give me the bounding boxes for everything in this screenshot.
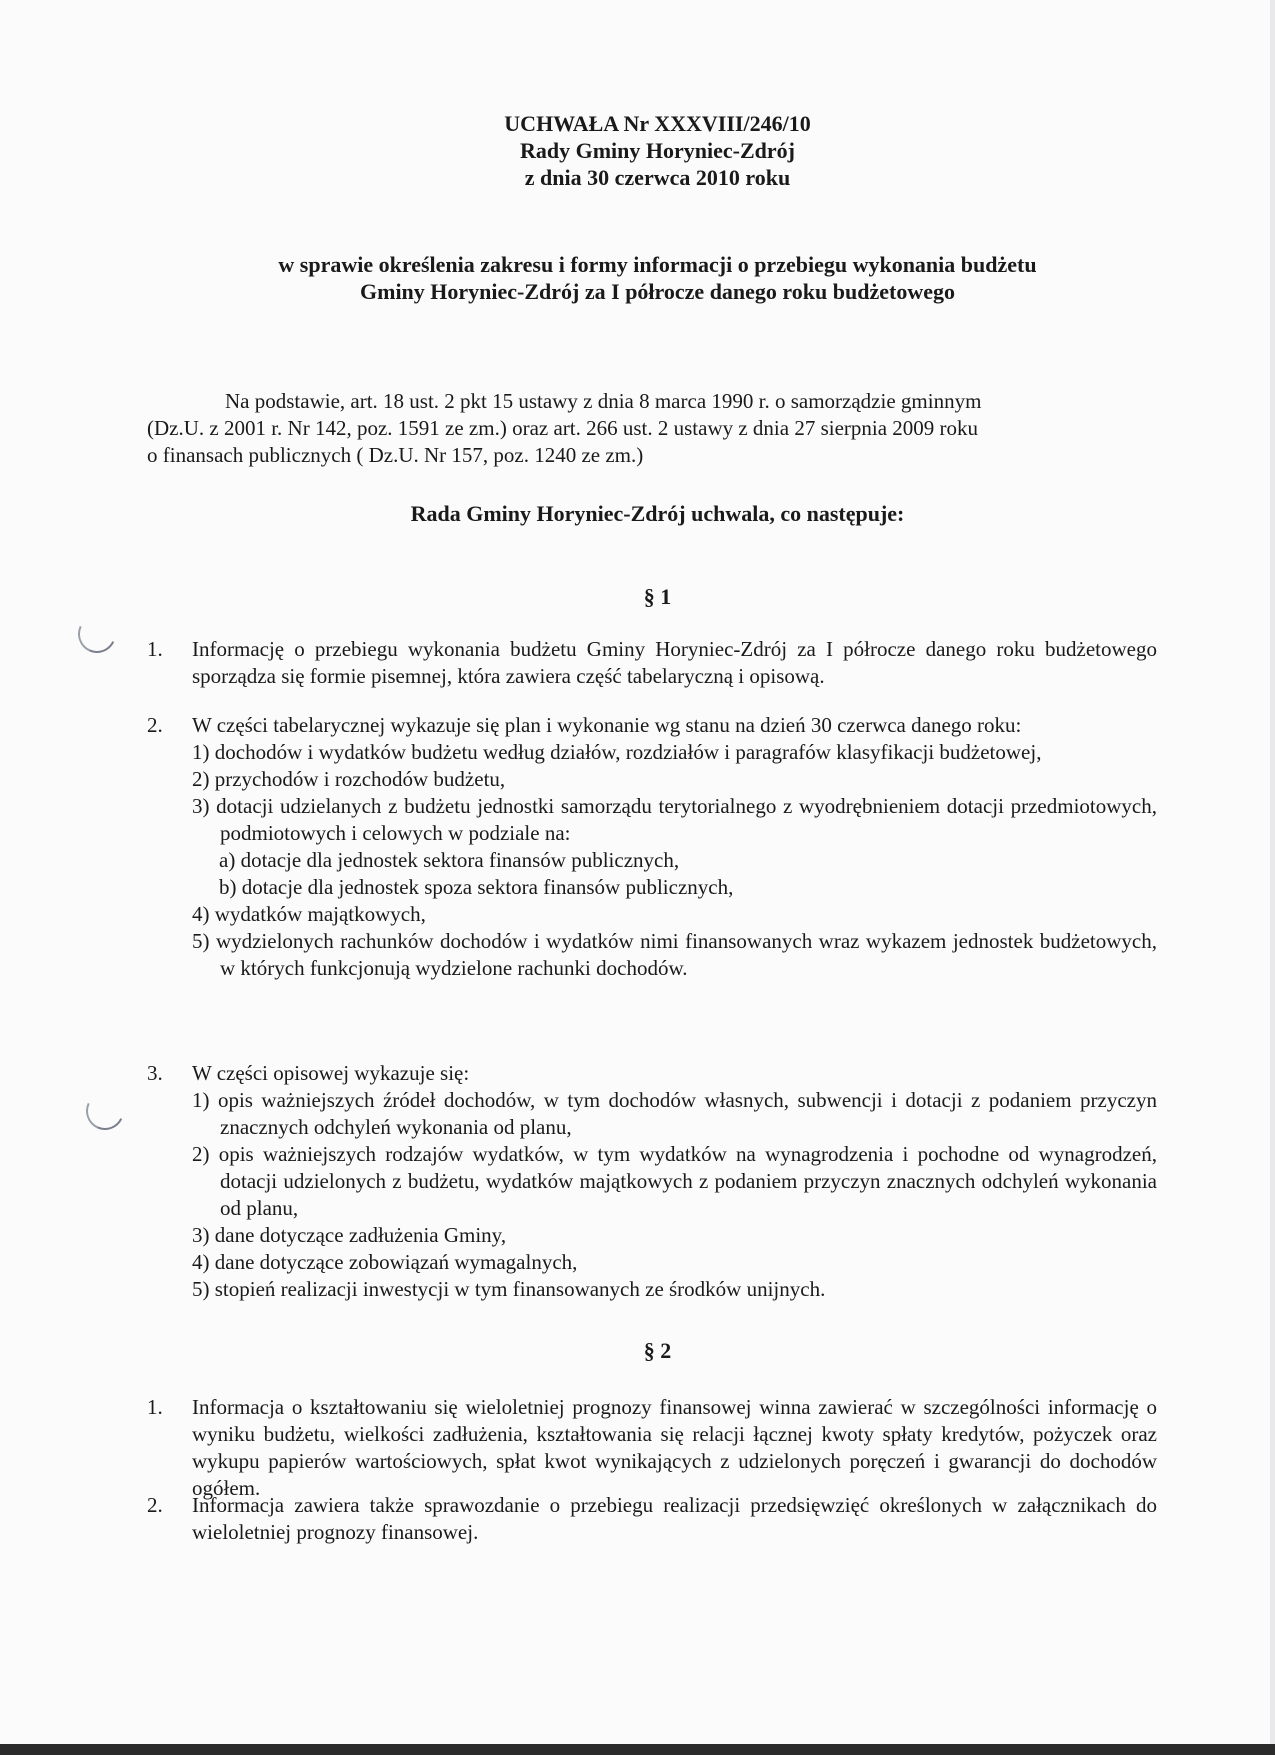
sub-item: 1) opis ważniejszych źródeł dochodów, w tym dochodów własnych, subwencji i dotacji z podaniem przyczyn znacznych odchyleń wykonania od planu,: [192, 1088, 1157, 1139]
section-1-item: [147, 1060, 1157, 1303]
item-number: 1.: [147, 1395, 163, 1419]
section-2-title: § 2: [643, 1338, 672, 1363]
council-name: Rady Gminy Horyniec-Zdrój: [520, 138, 795, 163]
section-1-item: [147, 712, 1157, 982]
legal-basis-line: o finansach publicznych ( Dz.U. Nr 157, poz. 1240 ze zm.): [147, 443, 644, 467]
section-1-title: § 1: [643, 584, 672, 609]
sub-item: 4) dane dotyczące zobowiązań wymagalnych,: [192, 1250, 578, 1274]
subject-line: Gminy Horyniec-Zdrój za I półrocze danego roku budżetowego: [360, 279, 955, 304]
sub-item: 5) wydzielonych rachunków dochodów i wydatków nimi finansowanych wraz wykazem jednostek budżetowych, w których funkcjonują wydzielone rachunki dochodów.: [192, 929, 1157, 980]
section-2-item: [147, 1492, 1157, 1546]
lettered-item: a) dotacje dla jednostek sektora finansów publicznych,: [219, 848, 680, 872]
section-2-item: [147, 1394, 1157, 1502]
item-number: 3.: [147, 1061, 163, 1085]
scan-edge: [0, 1744, 1275, 1755]
item-number: 1.: [147, 637, 163, 661]
legal-basis: [147, 388, 1157, 469]
resolution-header: [150, 110, 1165, 191]
legal-basis-line: (Dz.U. z 2001 r. Nr 142, poz. 1591 ze zm.) oraz art. 266 ust. 2 ustawy z dnia 27 sierpnia 2009 roku: [147, 416, 979, 440]
legal-basis-line: Na podstawie, art. 18 ust. 2 pkt 15 ustawy z dnia 8 marca 1990 r. o samorządzie gminnym: [225, 389, 982, 413]
item-text: W części tabelarycznej wykazuje się plan i wykonanie wg stanu na dzień 30 czerwca danego roku:: [192, 713, 1022, 737]
sub-item: 3) dotacji udzielanych z budżetu jednostki samorządu terytorialnego z wyodrębnieniem dotacji przedmiotowych, podmiotowych i celowych w podziale na:: [192, 794, 1157, 845]
scan-edge: [1270, 0, 1275, 1755]
item-number: 2.: [147, 713, 163, 737]
section-1-item: [147, 636, 1157, 690]
punch-hole-mark: [73, 610, 122, 659]
resolution-subject: [150, 251, 1165, 305]
punch-hole-mark: [81, 1087, 130, 1136]
resolution-number: UCHWAŁA Nr XXXVIII/246/10: [504, 111, 811, 136]
item-text: Informacja zawiera także sprawozdanie o przebiegu realizacji przedsięwzięć określonych w załącznikach do wieloletniej prognozy finansowej.: [192, 1493, 1157, 1544]
item-number: 2.: [147, 1493, 163, 1517]
sub-item: 1) dochodów i wydatków budżetu według działów, rozdziałów i paragrafów klasyfikacji budżetowej,: [192, 740, 1042, 764]
lettered-item: b) dotacje dla jednostek spoza sektora finansów publicznych,: [219, 875, 734, 899]
item-text: Informacja o kształtowaniu się wieloletniej prognozy finansowej winna zawierać w szczególności informację o wyniku budżetu, wielkości zadłużenia, kształtowania się relacji łącznej kwoty spłaty kredytów, pożyczek oraz wykupu papierów wartościowych, spłat kwot wynikających z udzielonych poręczeń i gwarancji do dochodów ogółem.: [192, 1395, 1157, 1500]
subject-line: w sprawie określenia zakresu i formy informacji o przebiegu wykonania budżetu: [278, 252, 1037, 277]
sub-item: 3) dane dotyczące zadłużenia Gminy,: [192, 1223, 507, 1247]
resolution-date: z dnia 30 czerwca 2010 roku: [524, 165, 791, 190]
item-text: W części opisowej wykazuje się:: [192, 1061, 470, 1085]
item-text: Informację o przebiegu wykonania budżetu Gminy Horyniec-Zdrój za I półrocze danego roku budżetowego sporządza się formie pisemnej, która zawiera część tabelaryczną i opisową.: [192, 637, 1157, 688]
sub-item: 4) wydatków majątkowych,: [192, 902, 426, 926]
resolves-statement: Rada Gminy Horyniec-Zdrój uchwala, co następuje:: [410, 501, 905, 526]
sub-item: 2) opis ważniejszych rodzajów wydatków, w tym wydatków na wynagrodzenia i pochodne od wynagrodzeń, dotacji udzielonych z budżetu, wydatków majątkowych z podaniem przyczyn znacznych odchyleń wykonania od planu,: [192, 1142, 1157, 1220]
sub-item: 5) stopień realizacji inwestycji w tym finansowanych ze środków unijnych.: [192, 1277, 826, 1301]
sub-item: 2) przychodów i rozchodów budżetu,: [192, 767, 506, 791]
